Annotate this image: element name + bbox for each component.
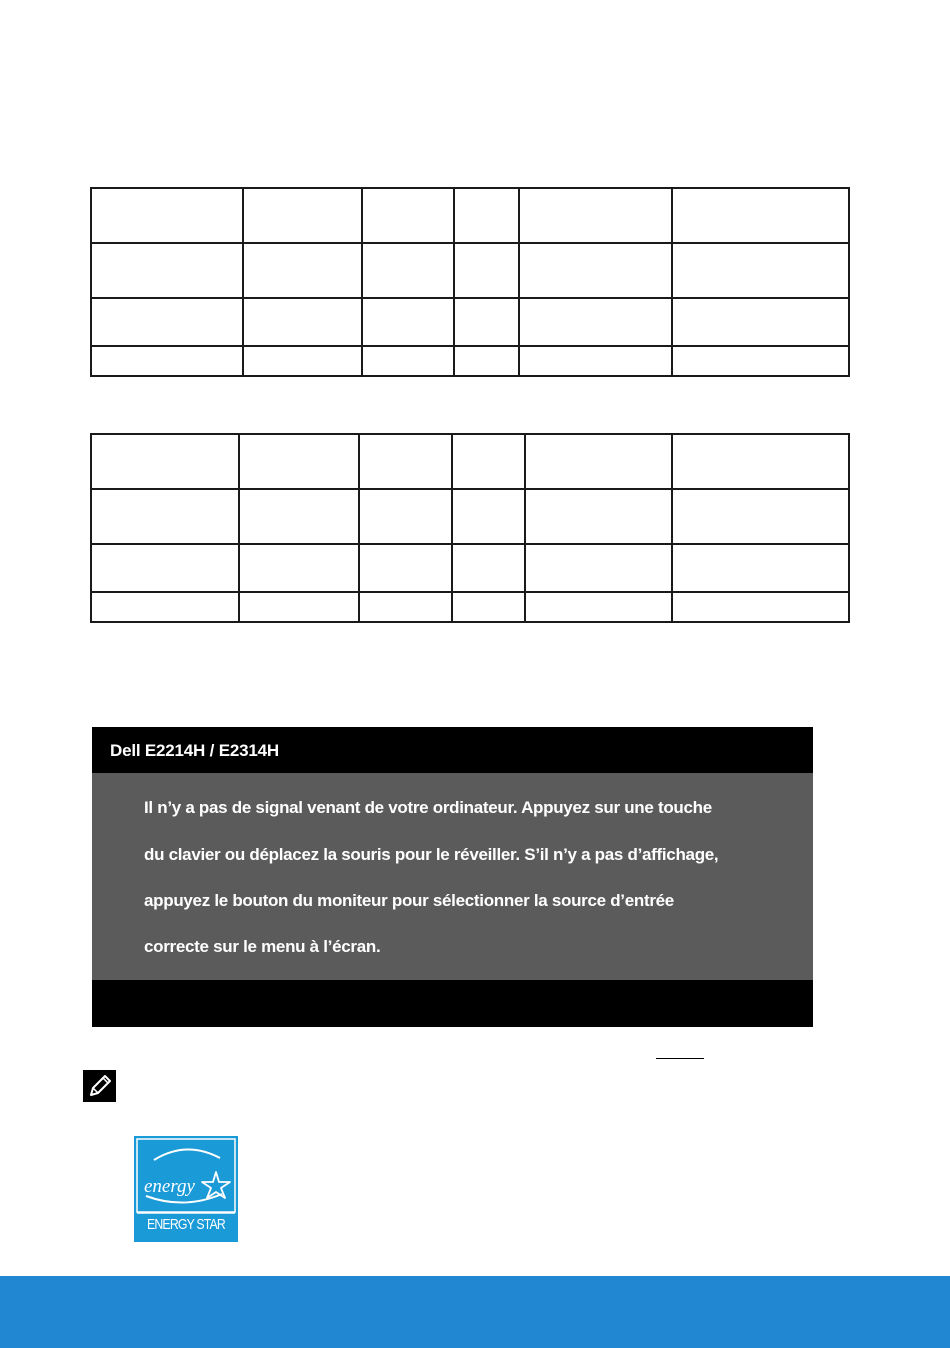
- table-cell: [362, 298, 454, 346]
- table-cell: [525, 434, 672, 489]
- table-cell: [454, 243, 519, 298]
- osd-message-line: du clavier ou déplacez la souris pour le réveiller. S’il n’y a pas d’affichage,: [144, 845, 719, 864]
- osd-footer: [92, 980, 813, 1027]
- table-cell: [519, 243, 672, 298]
- osd-message-body: [92, 773, 813, 980]
- table-cell: [672, 592, 849, 622]
- energy-script-text: energy: [144, 1176, 195, 1197]
- underline-mark: [656, 1058, 704, 1059]
- table-cell: [525, 592, 672, 622]
- table-cell: [454, 346, 519, 376]
- table-cell: [519, 346, 672, 376]
- table-cell: [452, 489, 525, 544]
- table-cell: [525, 489, 672, 544]
- table-cell: [452, 434, 525, 489]
- table-cell: [91, 243, 243, 298]
- table-cell: [672, 434, 849, 489]
- no-signal-osd-dialog: [92, 727, 813, 1027]
- table-cell: [91, 434, 239, 489]
- table-cell: [91, 346, 243, 376]
- table-cell: [239, 434, 359, 489]
- table-row: [91, 434, 849, 489]
- table-cell: [91, 544, 239, 592]
- power-table-2: [90, 433, 850, 623]
- power-table-1: [90, 187, 850, 377]
- table-cell: [91, 592, 239, 622]
- table-cell: [672, 243, 849, 298]
- table-cell: [359, 489, 452, 544]
- table-cell: [91, 298, 243, 346]
- table-cell: [362, 346, 454, 376]
- table-cell: [672, 489, 849, 544]
- osd-title: Dell E2214H / E2314H: [110, 741, 279, 760]
- table-cell: [239, 489, 359, 544]
- table-cell: [239, 544, 359, 592]
- energy-star-label: ENERGY STAR: [146, 1216, 226, 1233]
- table-row: [91, 489, 849, 544]
- table-cell: [672, 346, 849, 376]
- table-cell: [359, 592, 452, 622]
- table-cell: [91, 188, 243, 243]
- energy-star-logo: [134, 1136, 238, 1242]
- table-cell: [243, 298, 362, 346]
- pencil-note-icon: [83, 1070, 116, 1102]
- table-cell: [359, 434, 452, 489]
- table-cell: [362, 188, 454, 243]
- table-cell: [243, 188, 362, 243]
- footer-bar: [0, 1276, 950, 1348]
- table-cell: [239, 592, 359, 622]
- osd-message-line: Il n’y a pas de signal venant de votre ordinateur. Appuyez sur une touche: [144, 798, 712, 817]
- table-cell: [243, 243, 362, 298]
- table-cell: [362, 243, 454, 298]
- table-cell: [519, 188, 672, 243]
- table-row: [91, 298, 849, 346]
- table-cell: [243, 346, 362, 376]
- table-cell: [672, 188, 849, 243]
- table-row: [91, 346, 849, 376]
- table-row: [91, 243, 849, 298]
- table-cell: [91, 489, 239, 544]
- osd-message-line: correcte sur le menu à l’écran.: [144, 937, 381, 956]
- table-row: [91, 592, 849, 622]
- osd-header: [92, 727, 813, 773]
- table-cell: [452, 592, 525, 622]
- table-cell: [454, 188, 519, 243]
- table-cell: [672, 544, 849, 592]
- table-cell: [452, 544, 525, 592]
- table-cell: [519, 298, 672, 346]
- table-row: [91, 544, 849, 592]
- table-cell: [525, 544, 672, 592]
- osd-message-line: appuyez le bouton du moniteur pour sélectionner la source d’entrée: [144, 891, 674, 910]
- table-cell: [454, 298, 519, 346]
- table-row: [91, 188, 849, 243]
- table-cell: [359, 544, 452, 592]
- table-cell: [672, 298, 849, 346]
